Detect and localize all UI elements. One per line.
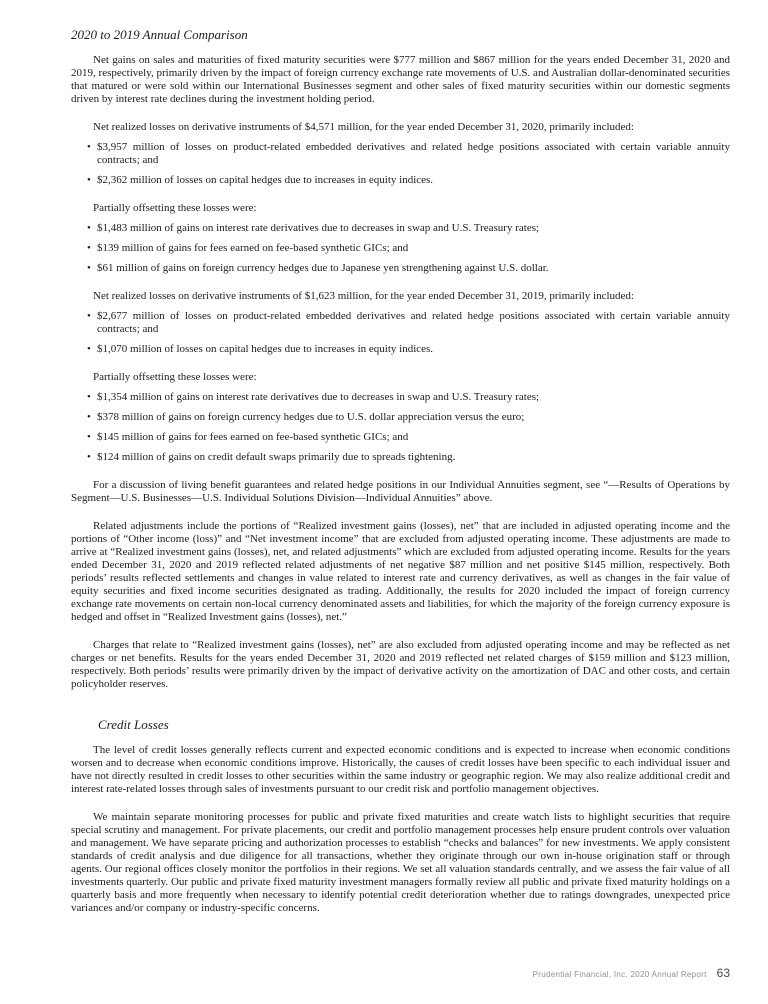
related-adjustments-paragraph: Related adjustments include the portions of “Realized investment gains (losses), net” that are included in adjusted operating income and the portions of “Other income (loss)” and “Net investment income” that are excluded from adjusted operating income. These adjustments are made to arrive at “Realized investment gains (losses), net, and related adjustments” which are excluded from adjusted operating income. Results for the years ended December 31, 2020 and 2019 reflected related adjustments of net negative $87 million and net positive $145 million, respectively. Both periods’ results reflected settlements and changes in value related to interest rate and currency derivatives, as well as changes in the fair value of equity securities and fixed income securities designated as trading. Additionally, the results for 2020 included the impact of foreign currency exchange rate movements on certain non-local currency denominated assets and liabilities, for which the majority of the foreign currency exposure is hedged and offset in “Realized Investment gains (losses), net.” [71, 520, 730, 623]
bullet-item: • $2,677 million of losses on product-related embedded derivatives and related hedge positions associated with certain variable annuity contracts; and [71, 310, 730, 336]
offsetting-2020-intro-paragraph: Partially offsetting these losses were: [93, 202, 257, 214]
losses-2019-list [71, 310, 730, 356]
net-gains-paragraph: Net gains on sales and maturities of fixed maturity securities were $777 million and $867 million for the years ended December 31, 2020 and 2019, respectively, primarily driven by the impact of foreign currency exchange rate movements of U.S. and Australian dollar-denominated securities that matured or were sold within our International Businesses segment and other sales of fixed maturity securities within our domestic segments driven by interest rate declines during the investment holding period. [71, 54, 730, 105]
credit-losses-monitoring-paragraph: We maintain separate monitoring processes for public and private fixed maturities and create watch lists to highlight securities that require special scrutiny and management. For private placements, our credit and portfolio management processes help ensure prudent controls over valuation and management. We have separate pricing and authorization processes to establish “checks and balances” for new investments. We apply consistent standards of credit analysis and due diligence for all transactions, whether they originate through our own in-house origination staff or through agents. Our regional offices closely monitor the portfolios in their regions. We set all valuation standards centrally, and we assess the fair value of all investments quarterly. Our public and private fixed maturity investment managers formally review all public and private fixed maturity holdings on a quarterly basis and more frequently when necessary to identify potential credit deterioration whether due to ratings downgrades, unexpected price variances and/or company or industry-specific concerns. [71, 811, 730, 914]
living-benefit-paragraph: For a discussion of living benefit guarantees and related hedge positions in our Individual Annuities segment, see “—Results of Operations by Segment—U.S. Businesses—U.S. Individual Solutions Division—Individual Annuities” above. [71, 479, 730, 504]
bullet-item: • $61 million of gains on foreign currency hedges due to Japanese yen strengthening against U.S. dollar. [71, 262, 730, 275]
offsetting-2019-intro-paragraph: Partially offsetting these losses were: [93, 371, 257, 383]
offsetting-2020-list [71, 222, 730, 275]
page-content [71, 27, 730, 915]
footer-page-number: 63 [716, 966, 730, 980]
bullet-item: • $124 million of gains on credit default swaps primarily due to spreads tightening. [71, 451, 730, 464]
footer-report-title: Prudential Financial, Inc. 2020 Annual Report [532, 970, 707, 979]
annual-comparison-heading: 2020 to 2019 Annual Comparison [71, 27, 248, 42]
credit-losses-level-paragraph: The level of credit losses generally reflects current and expected economic conditions and is expected to increase when economic conditions worsen and to decrease when economic conditions improve. Historically, the causes of credit losses have been specific to each individual issuer and have not directly resulted in credit losses to other securities within the same industry or geographic region. We may also realize additional credit and interest rate-related losses through sales of investments pursuant to our credit risk and portfolio management objectives. [71, 744, 730, 795]
offsetting-2019-list [71, 391, 730, 464]
bullet-item: • $145 million of gains for fees earned on fee-based synthetic GICs; and [71, 431, 730, 444]
bullet-item: • $1,354 million of gains on interest rate derivatives due to decreases in swap and U.S. Treasury rates; [71, 391, 730, 404]
bullet-item: • $139 million of gains for fees earned on fee-based synthetic GICs; and [71, 242, 730, 255]
bullet-item: • $3,957 million of losses on product-related embedded derivatives and related hedge positions associated with certain variable annuity contracts; and [71, 141, 730, 167]
credit-losses-section [71, 717, 730, 915]
losses-2019-intro-paragraph: Net realized losses on derivative instruments of $1,623 million, for the year ended December 31, 2019, primarily included: [93, 290, 634, 302]
credit-losses-heading: Credit Losses [98, 717, 169, 732]
bullet-item: • $2,362 million of losses on capital hedges due to increases in equity indices. [71, 174, 730, 187]
losses-2020-intro-paragraph: Net realized losses on derivative instruments of $4,571 million, for the year ended December 31, 2020, primarily included: [93, 121, 634, 133]
annual-comparison-section [71, 27, 730, 691]
losses-2020-list [71, 141, 730, 187]
charges-paragraph: Charges that relate to “Realized investment gains (losses), net” are also excluded from adjusted operating income and may be reflected as net charges or net benefits. Results for the years ended December 31, 2020 and 2019 reflected net related charges of $159 million and $123 million, respectively. Both periods’ results were primarily driven by the impact of derivative activity on the amortization of DAC and other costs, and certain policyholder reserves. [71, 639, 730, 690]
bullet-item: • $1,483 million of gains on interest rate derivatives due to decreases in swap and U.S. Treasury rates; [71, 222, 730, 235]
page-footer [533, 966, 730, 980]
bullet-item: • $378 million of gains on foreign currency hedges due to U.S. dollar appreciation versus the euro; [71, 411, 730, 424]
bullet-item: • $1,070 million of losses on capital hedges due to increases in equity indices. [71, 343, 730, 356]
